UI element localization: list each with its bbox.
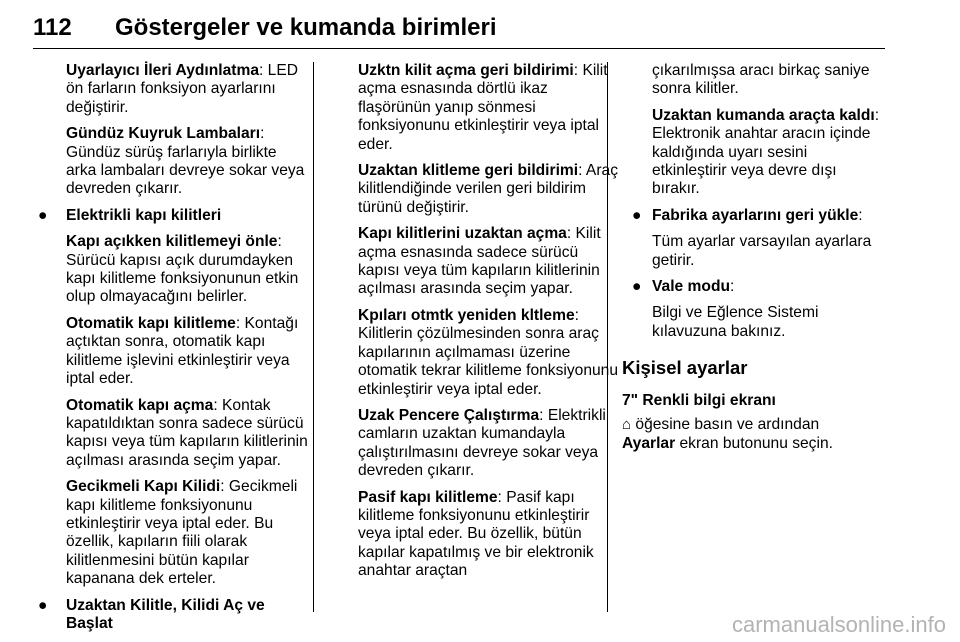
bullet-item: [32, 207, 308, 225]
bullet-colon: :: [858, 206, 863, 224]
paragraph: [32, 125, 308, 199]
description: ekran butonunu seçin.: [675, 434, 833, 452]
description: : Pasif kapı kilitleme fonksiyonunu etkinleştirir veya iptal eder. Bu özellik, bütün kapılar kapatılmış ve bir elektronik anahtar araçtan: [358, 488, 594, 580]
paragraph: [358, 307, 624, 399]
bullet-item: [622, 278, 884, 296]
paragraph: [622, 233, 884, 270]
bullet-label: Elektrikli kapı kilitleri: [66, 206, 222, 224]
term: Uzaktan kumanda araçta kaldı: [652, 106, 875, 124]
bullet-icon: ●: [38, 206, 48, 224]
bullet-label: Uzaktan Kilitle, Kilidi Aç ve Başlat: [66, 596, 265, 632]
paragraph: [358, 62, 624, 154]
description: : Araç kilitlendiğinde verilen geri bildirim türünü değiştirir.: [358, 162, 618, 216]
page-number: 112: [33, 14, 72, 41]
column-1: [32, 62, 308, 641]
description: : Kilitlerin çözülmesinden sonra araç kapılarının açılmaması üzerine otomatik tekrar kilitleme fonksiyonunu etkinleştirir veya iptal eder.: [358, 306, 619, 398]
term: Gündüz Kuyruk Lambaları: [66, 125, 261, 143]
section-heading: Kişisel ayarlar: [622, 357, 748, 379]
description: : Elektronik anahtar aracın içinde kaldığında uyarı sesini etkinleştirir veya devre dışı bırakır.: [652, 106, 880, 198]
description: : Gündüz sürüş farlarıyla birlikte arka lambaları devreye sokar veya devreden çıkarır.: [66, 125, 305, 198]
paragraph: [622, 416, 884, 434]
paragraph: [622, 435, 884, 453]
description: : LED ön farların fonksiyon ayarlarını değiştirir.: [66, 62, 298, 116]
paragraph: [622, 62, 884, 99]
bullet-colon: :: [730, 278, 735, 296]
term: Uyarlayıcı İleri Aydınlatma: [66, 62, 259, 79]
bullet-icon: ●: [632, 278, 642, 296]
description: : Kilit açma esnasında dörtlü ikaz flaşörünün yanıp sönmesi fonksiyonunu etkinleştirir veya iptal eder.: [358, 62, 608, 153]
column-2: [358, 62, 624, 589]
paragraph: [32, 397, 308, 471]
paragraph: [358, 407, 624, 481]
sub-heading: 7" Renkli bilgi ekranı: [622, 391, 776, 409]
term: Otomatik kapı açma: [66, 396, 214, 414]
term: Uzaktan klitleme geri bildirimi: [358, 162, 579, 180]
paragraph: [622, 107, 884, 199]
term: Kapı açıkken kilitlemeyi önle: [66, 233, 278, 251]
description: : Kontak kapatıldıktan sonra sadece sürücü kapısı veya tüm kapıların kilitlerinin açılması arasında seçim yapar.: [66, 396, 308, 469]
term: Otomatik kapı kilitleme: [66, 314, 236, 332]
paragraph: [622, 304, 884, 341]
paragraph: [358, 162, 624, 217]
description: : Elektrikli camların uzaktan kumandayla çalıştırılmasını devreye sokar veya devreden çıkarır.: [358, 406, 606, 480]
term: Gecikmeli Kapı Kilidi: [66, 478, 221, 496]
bullet-label: Fabrika ayarlarını geri yükle: [652, 206, 859, 224]
paragraph: [32, 233, 308, 307]
page-header: [33, 0, 885, 49]
term: Ayarlar: [622, 434, 676, 452]
term: Uzktn kilit açma geri bildirimi: [358, 62, 574, 79]
paragraph: [358, 489, 624, 581]
description: Bilgi ve Eğlence Sistemi kılavuzuna bakınız.: [652, 304, 819, 340]
description: çıkarılmışsa aracı birkaç saniye sonra kilitler.: [652, 62, 870, 98]
description: Tüm ayarlar varsayılan ayarlara getirir.: [652, 233, 872, 269]
paragraph: [358, 225, 624, 299]
term: Kapı kilitlerini uzaktan açma: [358, 225, 567, 243]
paragraph: [32, 315, 308, 389]
bullet-icon: ●: [632, 206, 642, 224]
description: : Kontağı açtıktan sonra, otomatik kapı kilitleme işlevini etkinleştirir veya iptal eder.: [66, 314, 299, 388]
bullet-icon: ●: [38, 596, 48, 614]
home-icon: ⌂: [622, 416, 632, 434]
bullet-item: [32, 597, 308, 634]
term: Kpıları otmtk yeniden kltleme: [358, 306, 575, 324]
column-3: [622, 62, 884, 461]
paragraph: [32, 62, 308, 117]
page-title: Göstergeler ve kumanda birimleri: [115, 14, 497, 41]
bullet-item: [622, 207, 884, 225]
bullet-label: Vale modu: [652, 278, 730, 296]
watermark: carmanualsonline.info: [731, 612, 946, 637]
term: Uzak Pencere Çalıştırma: [358, 406, 540, 424]
column-divider: [313, 62, 314, 612]
term: Pasif kapı kilitleme: [358, 488, 498, 506]
paragraph: [32, 478, 308, 588]
description: : Gecikmeli kapı kilitleme fonksiyonunu etkinleştirir veya iptal eder. Bu özellik, kapıların fiili olarak kilitlenmesini bütün kapılar kapanana dek erteler.: [66, 478, 298, 588]
description: : Sürücü kapısı açık durumdayken kapı kilitleme fonksiyonunun etkin olup olmayacağını belirler.: [66, 233, 299, 306]
description: : Kilit açma esnasında sadece sürücü kapısı veya tüm kapıların kilitlerinin açılması arasında seçim yapar.: [358, 225, 601, 298]
description: öğesine basın ve ardından: [631, 416, 820, 434]
